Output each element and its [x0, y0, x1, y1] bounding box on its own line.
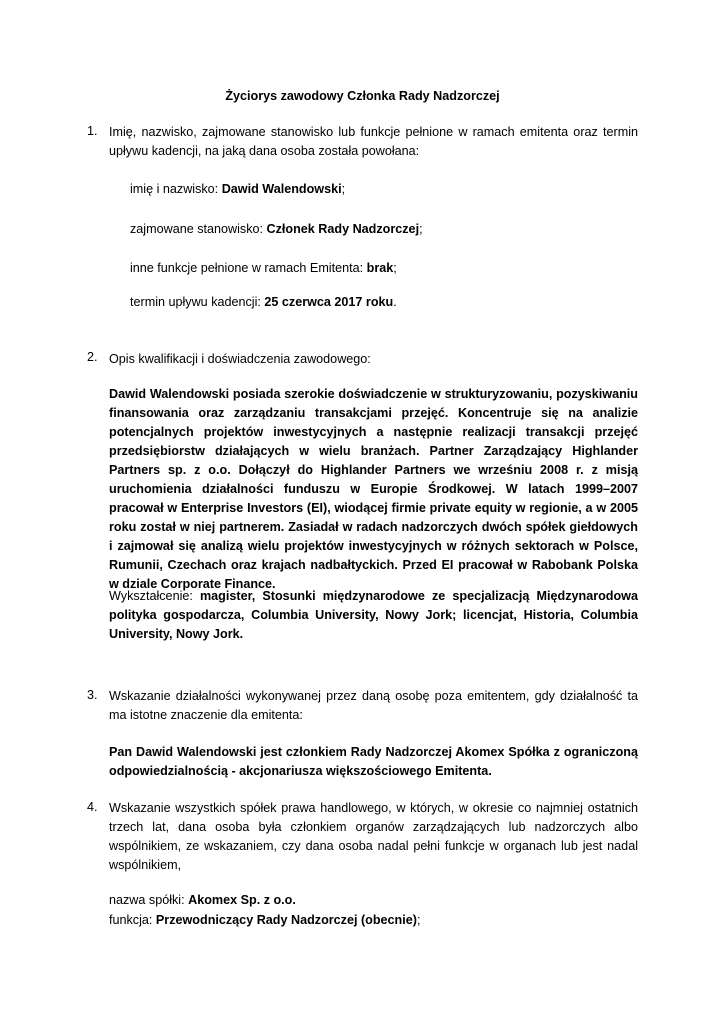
section-1-number: 1. — [87, 124, 98, 138]
function-value: Przewodniczący Rady Nadzorczej (obecnie) — [155, 913, 417, 927]
education-label: Wykształcenie: — [109, 589, 200, 603]
education-paragraph — [109, 587, 638, 644]
other-functions-line: inne funkcje pełnione w ramach Emitenta: brak; — [130, 261, 397, 275]
bio-paragraph: Dawid Walendowski posiada szerokie doświadczenie w strukturyzowaniu, pozyskiwaniu finansowania oraz zarządzaniu transakcjami przejęć. Koncentruje się na analizie potencjalnych projektów inwestycyjnych a następnie realizacji transakcji przejęć przedsiębiorstw działających w wielu branżach. Partner Zarządzający Highlander Partners sp. z o.o. Dołączył do Highlander Partners we wrześniu 2008 r. z misją uruchomienia działalności funduszu w Europie Środkowej. W latach 1999–2007 pracował w Enterprise Investors (EI), wiodącej firmie private equity w regionie, a w 2005 roku został w niej partnerem. Zasiadał w radach nadzorczych dwóch spółek giełdowych i zajmował się analizą wielu projektów inwestycyjnych w różnych sektorach w Polsce, Rumunii, Czechach oraz krajach nadbałtyckich. Przed EI pracował w Rabobank Polska w dziale Corporate Finance. — [109, 387, 638, 591]
company-label: nazwa spółki: — [109, 893, 189, 907]
other-functions-label: inne funkcje pełnione w ramach Emitenta: — [130, 261, 367, 275]
term-label: termin upływu kadencji: — [130, 295, 265, 309]
function-line: funkcja: Przewodniczący Rady Nadzorczej (obecnie); — [109, 913, 421, 927]
section-1-intro: Imię, nazwisko, zajmowane stanowisko lub funkcje pełnione w ramach emitenta oraz termin upływu kadencji, na jaką dana osoba została powołana: — [109, 125, 638, 158]
position-line: zajmowane stanowisko: Członek Rady Nadzorczej; — [130, 222, 423, 236]
section-2-intro: Opis kwalifikacji i doświadczenia zawodowego: — [109, 352, 371, 366]
document-title: Życiorys zawodowy Członka Rady Nadzorczej — [225, 89, 500, 103]
section-4-intro: Wskazanie wszystkich spółek prawa handlowego, w których, w okresie co najmniej ostatnich trzech lat, dana osoba była członkiem organów zarządzających lub nadzorczych albo wspólnikiem, ze wskazaniem, czy dana osoba nadal pełni funkcje w organach lub jest nadal wspólnikiem, — [109, 801, 638, 872]
term-value: 25 czerwca 2017 roku — [264, 295, 394, 309]
section-3-number: 3. — [87, 688, 98, 702]
section-3-intro: Wskazanie działalności wykonywanej przez daną osobę poza emitentem, gdy działalność ta ma istotne znaczenie dla emitenta: — [109, 689, 638, 722]
section-3-statement: Pan Dawid Walendowski jest członkiem Rady Nadzorczej Akomex Spółka z ograniczoną odpowiedzialnością - akcjonariusza większościowego Emitenta. — [109, 745, 638, 778]
section-2-number: 2. — [87, 350, 98, 364]
name-value: Dawid Walendowski — [221, 182, 342, 196]
education-value: magister, Stosunki międzynarodowe ze specjalizacją Międzynarodowa polityka gospodarcza, Columbia University, Nowy Jork; licencjat, Historia, Columbia University, Nowy Jork. — [109, 589, 638, 641]
company-line — [109, 893, 296, 907]
other-functions-value: brak — [366, 261, 394, 275]
name-label: imię i nazwisko: — [130, 182, 222, 196]
position-label: zajmowane stanowisko: — [130, 222, 267, 236]
section-4-number: 4. — [87, 800, 98, 814]
position-value: Członek Rady Nadzorczej — [266, 222, 420, 236]
name-line: imię i nazwisko: Dawid Walendowski; — [130, 182, 346, 196]
function-label: funkcja: — [109, 913, 156, 927]
term-line: termin upływu kadencji: 25 czerwca 2017 roku. — [130, 295, 397, 309]
company-value: Akomex Sp. z o.o. — [188, 893, 296, 907]
